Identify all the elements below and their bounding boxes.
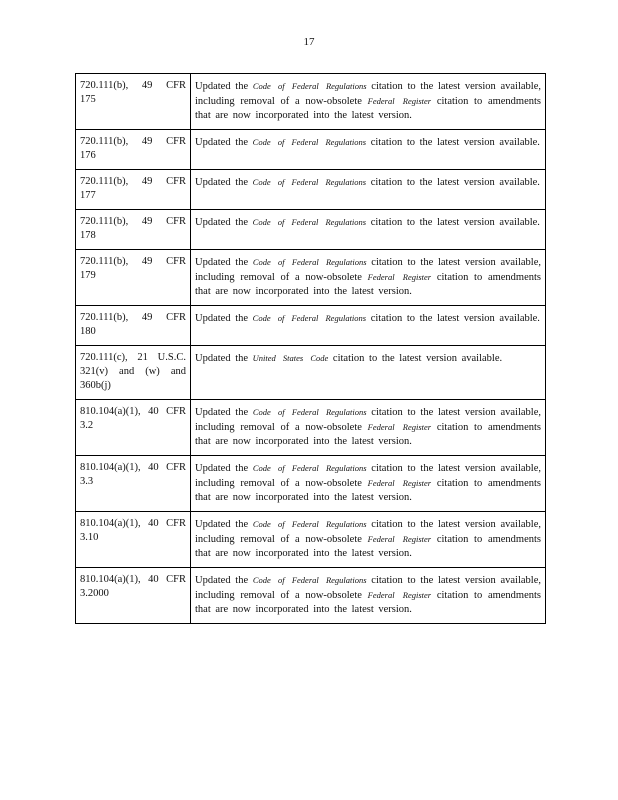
description-text: citation to amendments that are now incorporated into the latest version.	[195, 478, 542, 503]
description-text: citation to the latest version available, including removal of a now-obsolete	[195, 407, 541, 433]
section-reference-cell: 720.111(b), 49 CFR 178	[76, 210, 191, 250]
change-description-cell	[191, 170, 546, 210]
table-row	[76, 346, 546, 400]
section-reference-cell: 720.111(b), 49 CFR 180	[76, 306, 191, 346]
table-row	[76, 250, 546, 306]
change-description-cell	[191, 306, 546, 346]
description-text: citation to the latest version available, including removal of a now-obsolete	[195, 257, 541, 283]
description-text: Updated the	[195, 81, 253, 92]
section-reference-cell: 810.104(a)(1), 40 CFR 3.3	[76, 456, 191, 512]
description-text: Updated the	[195, 519, 253, 530]
publication-title: Code of Federal Regulations	[252, 407, 367, 417]
table-row	[76, 456, 546, 512]
description-text: Updated the	[195, 353, 253, 364]
description-text: citation to amendments that are now incorporated into the latest version.	[195, 422, 542, 447]
description-text: citation to the latest version available.	[366, 217, 540, 228]
section-reference-cell: 720.111(b), 49 CFR 176	[76, 130, 191, 170]
description-text: citation to the latest version available, including removal of a now-obsolete	[195, 575, 541, 601]
publication-title: Code of Federal Regulations	[252, 519, 367, 529]
section-reference-cell: 720.111(b), 49 CFR 177	[76, 170, 191, 210]
description-text: citation to the latest version available, including removal of a now-obsolete	[195, 519, 541, 545]
description-text: citation to the latest version available.	[366, 177, 540, 188]
publication-title: Code of Federal Regulations	[252, 177, 367, 187]
table-row	[76, 306, 546, 346]
section-reference-cell: 810.104(a)(1), 40 CFR 3.2	[76, 400, 191, 456]
section-reference-cell: 720.111(c), 21 U.S.C. 321(v) and (w) and 360b(j)	[76, 346, 191, 400]
description-text: citation to the latest version available.	[366, 313, 540, 324]
description-text: citation to amendments that are now incorporated into the latest version.	[195, 590, 542, 615]
amendments-table-body	[76, 74, 546, 624]
change-description-cell	[191, 250, 546, 306]
page-number: 17	[303, 36, 315, 48]
publication-title: Federal Register	[367, 96, 432, 106]
section-reference-cell: 720.111(b), 49 CFR 179	[76, 250, 191, 306]
publication-title: Code of Federal Regulations	[252, 217, 367, 227]
table-row	[76, 568, 546, 624]
section-reference-cell: 810.104(a)(1), 40 CFR 3.2000	[76, 568, 191, 624]
description-text: Updated the	[195, 257, 253, 268]
description-text: Updated the	[195, 177, 253, 188]
description-text: Updated the	[195, 137, 253, 148]
publication-title: Federal Register	[367, 272, 432, 282]
publication-title: Code of Federal Regulations	[252, 313, 367, 323]
description-text: Updated the	[195, 407, 253, 418]
section-reference-cell: 720.111(b), 49 CFR 175	[76, 74, 191, 130]
section-reference-cell: 810.104(a)(1), 40 CFR 3.10	[76, 512, 191, 568]
change-description-cell	[191, 568, 546, 624]
change-description-cell	[191, 210, 546, 250]
publication-title: Federal Register	[367, 422, 432, 432]
description-text: citation to the latest version available.	[366, 137, 540, 148]
description-text: Updated the	[195, 313, 253, 324]
description-text: citation to amendments that are now incorporated into the latest version.	[195, 534, 542, 559]
description-text: citation to amendments that are now incorporated into the latest version.	[195, 272, 542, 297]
description-text: citation to amendments that are now incorporated into the latest version.	[195, 96, 542, 121]
change-description-cell	[191, 400, 546, 456]
publication-title: Code of Federal Regulations	[252, 575, 367, 585]
table-row	[76, 210, 546, 250]
table-row	[76, 170, 546, 210]
change-description-cell	[191, 512, 546, 568]
change-description-cell	[191, 346, 546, 400]
description-text: citation to the latest version available, including removal of a now-obsolete	[195, 463, 541, 489]
publication-title: Federal Register	[367, 478, 432, 488]
description-text: Updated the	[195, 217, 253, 228]
description-text: citation to the latest version available.	[328, 353, 503, 364]
description-text: citation to the latest version available, including removal of a now-obsolete	[195, 81, 541, 107]
description-text: Updated the	[195, 575, 253, 586]
table-row	[76, 74, 546, 130]
publication-title: Code of Federal Regulations	[252, 463, 367, 473]
publication-title: United States Code	[252, 353, 329, 363]
amendments-table	[75, 73, 546, 624]
publication-title: Code of Federal Regulations	[252, 137, 367, 147]
table-row	[76, 400, 546, 456]
publication-title: Federal Register	[367, 534, 432, 544]
change-description-cell	[191, 456, 546, 512]
publication-title: Federal Register	[367, 590, 432, 600]
table-row	[76, 130, 546, 170]
publication-title: Code of Federal Regulations	[252, 81, 367, 91]
table-row	[76, 512, 546, 568]
change-description-cell	[191, 74, 546, 130]
publication-title: Code of Federal Regulations	[252, 257, 367, 267]
description-text: Updated the	[195, 463, 253, 474]
change-description-cell	[191, 130, 546, 170]
